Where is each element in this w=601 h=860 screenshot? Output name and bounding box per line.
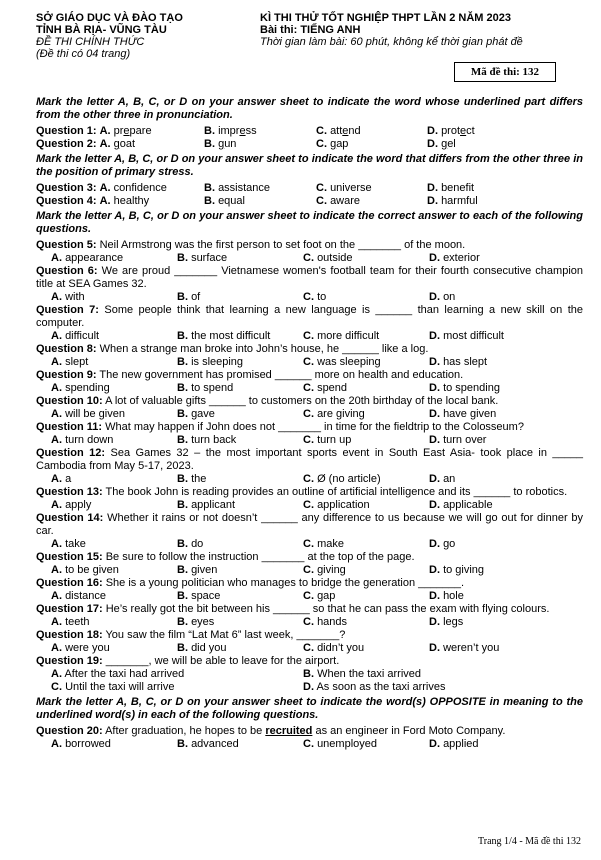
question-12 bbox=[36, 447, 583, 473]
option-a: A. appearance bbox=[51, 252, 124, 264]
option-b: B. When the taxi arrived bbox=[303, 668, 421, 680]
option-b: B. do bbox=[177, 538, 204, 550]
question-20: Question 20: After graduation, he hopes to be recruited as an engineer in Ford Moto Company. bbox=[36, 725, 506, 737]
question-18-options bbox=[36, 642, 583, 655]
question-label: Question 9: bbox=[36, 369, 97, 381]
question-14 bbox=[36, 512, 583, 538]
question-text: When a strange man broke into John’s house, he ______ like a log. bbox=[99, 343, 429, 355]
question-label: Question 7: bbox=[36, 304, 99, 316]
question-15-options bbox=[36, 564, 583, 577]
question-label: Question 1: bbox=[36, 125, 97, 137]
option-a: A. take bbox=[51, 538, 86, 550]
question-16 bbox=[36, 577, 583, 590]
question-text: Some people think that learning a new language is ______ than learning a new skill on the computer. bbox=[36, 304, 583, 329]
question-label: Question 17: bbox=[36, 603, 103, 615]
option-c: C. giving bbox=[303, 564, 346, 576]
question-6-options bbox=[36, 291, 583, 304]
question-label: Question 15: bbox=[36, 551, 103, 563]
question-label: Question 14: bbox=[36, 512, 104, 524]
option-b: B. gave bbox=[177, 408, 215, 420]
option-a: A. a bbox=[51, 473, 72, 485]
question-list bbox=[36, 239, 583, 694]
question-label: Question 10: bbox=[36, 395, 103, 407]
option-a: A. distance bbox=[51, 590, 107, 602]
option-a: A. slept bbox=[51, 356, 89, 368]
header-left bbox=[36, 12, 256, 60]
option-a: A. After the taxi had arrived bbox=[51, 668, 185, 680]
question-label: Question 8: bbox=[36, 343, 97, 355]
section-instruction-grammar: Mark the letter A, B, C, or D on your answer sheet to indicate the correct answer to each of the following questions. bbox=[36, 210, 583, 235]
question-label: Question 13: bbox=[36, 486, 103, 498]
option-d: D. legs bbox=[429, 616, 464, 628]
subject-label: Bài thi: TIẾNG ANH bbox=[260, 24, 361, 36]
question-17-options bbox=[36, 616, 583, 629]
question-19 bbox=[36, 655, 583, 668]
option-d: D. go bbox=[429, 538, 456, 550]
option-c: C. more difficult bbox=[303, 330, 380, 342]
option-b: B. applicant bbox=[177, 499, 236, 511]
underlined-word: recruited bbox=[265, 725, 313, 737]
question-7 bbox=[36, 304, 583, 330]
option-a: A. apply bbox=[51, 499, 92, 511]
question-text: The book John is reading provides an outline of artificial intelligence and its ______ to robotics. bbox=[105, 486, 568, 498]
question-13-options bbox=[36, 499, 583, 512]
option-d: D. As soon as the taxi arrives bbox=[303, 681, 446, 693]
option-a: A. spending bbox=[51, 382, 110, 394]
option-d: D. to giving bbox=[429, 564, 485, 576]
question-2: Question 2: A. goat B. gun C. gap D. gel bbox=[36, 138, 456, 150]
question-20-options: A. borrowed B. advanced C. unemployed D. applied bbox=[51, 738, 479, 750]
question-7-options bbox=[36, 330, 583, 343]
section-instruction-stress: Mark the letter A, B, C, or D on your answer sheet to indicate the word that differs from the other three in the position of primary stress. bbox=[36, 153, 583, 178]
question-10 bbox=[36, 395, 583, 408]
question-15 bbox=[36, 551, 583, 564]
option-a: A. to be given bbox=[51, 564, 119, 576]
option-b: B. of bbox=[177, 291, 201, 303]
option-d: D. applicable bbox=[429, 499, 493, 511]
question-text: You saw the film “Lat Mat 6” last week, _______? bbox=[105, 629, 346, 641]
option-c: C. turn up bbox=[303, 434, 352, 446]
question-5 bbox=[36, 239, 583, 252]
question-8-options bbox=[36, 356, 583, 369]
question-label: Question 19: bbox=[36, 655, 103, 667]
question-text: What may happen if John does not _______ in time for the fieldtrip to the Colosseum? bbox=[105, 421, 524, 433]
section-instruction-opposite: Mark the letter A, B, C, or D on your answer sheet to indicate the word(s) OPPOSITE in meaning to the underlined word(s) in each of the following questions. bbox=[36, 696, 583, 721]
question-text: A lot of valuable gifts ______ to customers on the 20th birthday of the local bank. bbox=[105, 395, 499, 407]
option-d: D. has slept bbox=[429, 356, 488, 368]
question-12-options bbox=[36, 473, 583, 486]
exam-content bbox=[36, 94, 583, 751]
question-label: Question 2: bbox=[36, 138, 97, 150]
option-b: B. did you bbox=[177, 642, 227, 654]
option-b: B. turn back bbox=[177, 434, 237, 446]
option-c: C. Until the taxi will arrive bbox=[51, 681, 175, 693]
question-9 bbox=[36, 369, 583, 382]
question-text: Whether it rains or not doesn’t ______ any difference to us because we will go out for dinner by car. bbox=[36, 512, 584, 537]
option-b: B. space bbox=[177, 590, 221, 602]
official-label: ĐỀ THI CHÍNH THỨC bbox=[36, 36, 145, 48]
question-11 bbox=[36, 421, 583, 434]
question-text: She is a young politician who manages to bridge the generation _______. bbox=[105, 577, 465, 589]
province-name: TỈNH BÀ RỊA- VŨNG TÀU bbox=[36, 24, 167, 36]
option-c: C. was sleeping bbox=[303, 356, 381, 368]
option-c: C. outside bbox=[303, 252, 353, 264]
option-a: A. were you bbox=[51, 642, 110, 654]
option-b: B. surface bbox=[177, 252, 228, 264]
question-6 bbox=[36, 265, 583, 291]
question-14-options bbox=[36, 538, 583, 551]
option-a: A. turn down bbox=[51, 434, 114, 446]
option-c: C. Ø (no article) bbox=[303, 473, 381, 485]
question-11-options bbox=[36, 434, 583, 447]
question-label: Question 11: bbox=[36, 421, 103, 433]
page-footer: Trang 1/4 - Mã đề thi 132 bbox=[478, 836, 581, 847]
question-text: We are proud _______ Vietnamese women's football team for their fourth consecutive champion title at SEA Games 32. bbox=[36, 265, 583, 290]
option-d: D. have given bbox=[429, 408, 497, 420]
question-label: Question 12: bbox=[36, 447, 106, 459]
option-a: A. teeth bbox=[51, 616, 90, 628]
header-right bbox=[260, 12, 580, 48]
question-8 bbox=[36, 343, 583, 356]
question-text: Sea Games 32 – the most important sports event in South East Asia- took place in _____ Cambodia from May 5-17, 2023. bbox=[36, 447, 584, 472]
exam-code-box: Mã đề thi: 132 bbox=[454, 62, 556, 82]
question-19-options bbox=[36, 681, 583, 694]
question-16-options bbox=[36, 590, 583, 603]
option-c: C. make bbox=[303, 538, 344, 550]
question-1: Question 1: A. prepare B. impress C. attend D. protect bbox=[36, 125, 475, 137]
option-c: C. to bbox=[303, 291, 327, 303]
question-5-options bbox=[36, 252, 583, 265]
question-4: Question 4: A. healthy B. equal C. aware D. harmful bbox=[36, 195, 478, 207]
section-instruction-pronunciation: Mark the letter A, B, C, or D on your answer sheet to indicate the word whose underlined part differs from the other three in pronunciation. bbox=[36, 96, 583, 121]
option-b: B. is sleeping bbox=[177, 356, 244, 368]
question-3: Question 3: A. confidence B. assistance C. universe D. benefit bbox=[36, 182, 475, 194]
question-13 bbox=[36, 486, 583, 499]
option-c: C. hands bbox=[303, 616, 348, 628]
option-c: C. gap bbox=[303, 590, 336, 602]
option-c: C. didn’t you bbox=[303, 642, 365, 654]
option-d: D. an bbox=[429, 473, 456, 485]
exam-title: KÌ THI THỬ TỐT NGHIỆP THPT LẦN 2 NĂM 2023 bbox=[260, 12, 511, 24]
question-9-options bbox=[36, 382, 583, 395]
page-count: (Đề thi có 04 trang) bbox=[36, 48, 131, 60]
question-label: Question 18: bbox=[36, 629, 103, 641]
question-text: Neil Armstrong was the first person to set foot on the _______ of the moon. bbox=[99, 239, 466, 251]
option-b: B. eyes bbox=[177, 616, 215, 628]
question-text: Be sure to follow the instruction _______ at the top of the page. bbox=[105, 551, 415, 563]
option-c: C. are giving bbox=[303, 408, 365, 420]
question-19-options bbox=[36, 668, 583, 681]
option-a: A. will be given bbox=[51, 408, 125, 420]
question-18 bbox=[36, 629, 583, 642]
option-b: B. the most difficult bbox=[177, 330, 271, 342]
option-b: B. the bbox=[177, 473, 207, 485]
option-d: D. most difficult bbox=[429, 330, 504, 342]
option-d: D. to spending bbox=[429, 382, 500, 394]
option-d: D. exterior bbox=[429, 252, 480, 264]
question-text: _______, we will be able to leave for the airport. bbox=[105, 655, 340, 667]
option-b: B. given bbox=[177, 564, 218, 576]
option-b: B. to spend bbox=[177, 382, 234, 394]
question-17 bbox=[36, 603, 583, 616]
question-label: Question 16: bbox=[36, 577, 103, 589]
question-label: Question 5: bbox=[36, 239, 97, 251]
question-10-options bbox=[36, 408, 583, 421]
option-a: A. difficult bbox=[51, 330, 100, 342]
option-a: A. with bbox=[51, 291, 85, 303]
option-c: C. application bbox=[303, 499, 370, 511]
department-name: SỞ GIÁO DỤC VÀ ĐÀO TẠO bbox=[36, 12, 183, 24]
option-d: D. hole bbox=[429, 590, 464, 602]
question-text: He’s really got the bit between his ______ so that he can pass the exam with flying colours. bbox=[105, 603, 550, 615]
option-c: C. spend bbox=[303, 382, 348, 394]
time-label: Thời gian làm bài: 60 phút, không kể thời gian phát đề bbox=[260, 36, 523, 48]
question-label: Question 6: bbox=[36, 265, 98, 277]
option-d: D. on bbox=[429, 291, 456, 303]
question-text: The new government has promised ______ more on health and education. bbox=[99, 369, 464, 381]
option-d: D. weren’t you bbox=[429, 642, 500, 654]
option-d: D. turn over bbox=[429, 434, 487, 446]
